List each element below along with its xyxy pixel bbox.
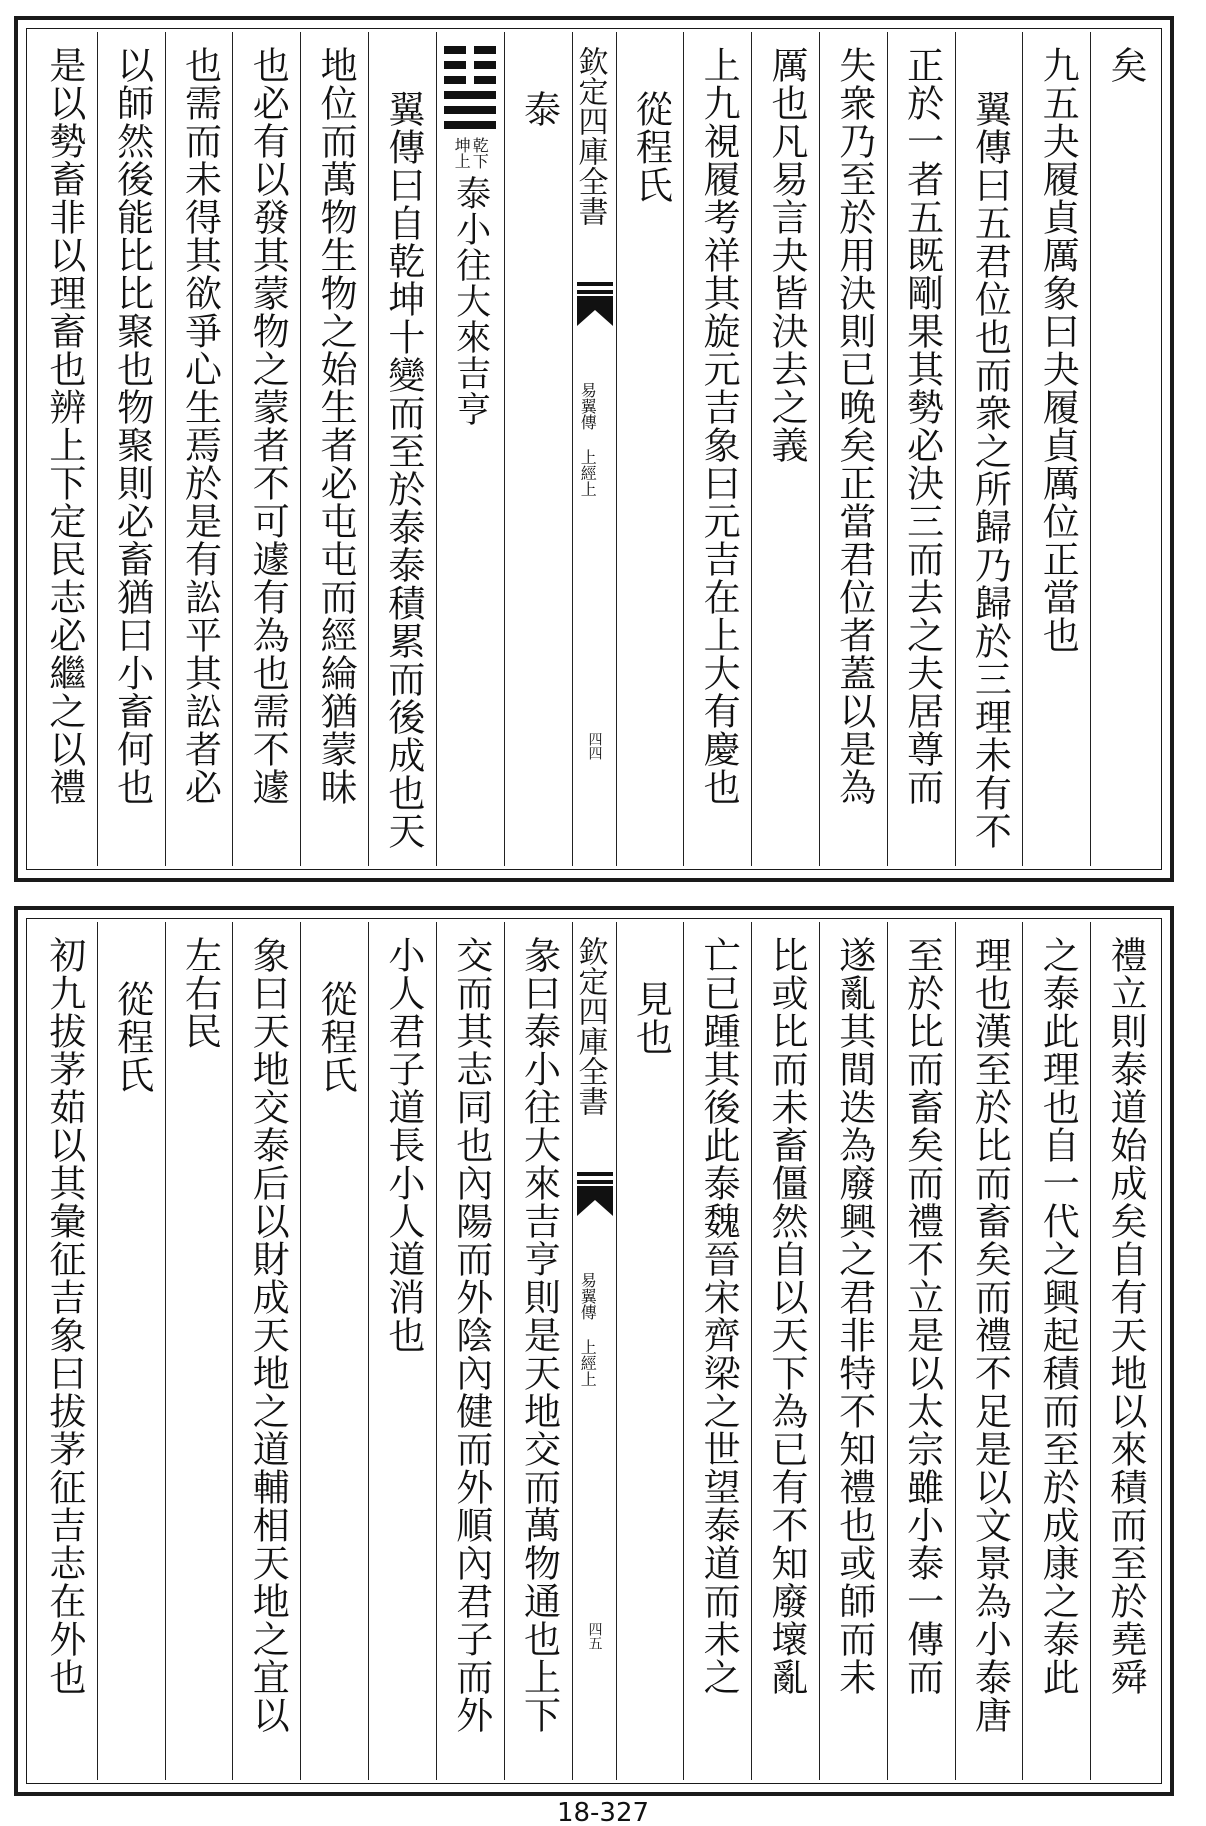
column-text: 小人君子道長小人道消也: [381, 936, 425, 1354]
text-column: [616, 922, 684, 1780]
folio-number: 四四: [586, 732, 603, 760]
column-text: 禮立則泰道始成矣自有天地以來積而至於堯舜: [1104, 936, 1148, 1696]
column-text: 之泰此理也自一代之興起積而至於成康之泰此: [1036, 936, 1080, 1696]
text-column: [368, 922, 436, 1780]
trigram-label: 乾下: [470, 137, 490, 169]
text-column: [97, 32, 165, 866]
column-text: 矣: [1104, 46, 1148, 84]
column-text: 至於比而畜矣而禮不立是以太宗雖小泰一傳而: [900, 936, 944, 1696]
column-text: 交而其志同也內陽而外陰內健而外順內君子而外: [449, 936, 493, 1734]
hexagram-block: [437, 46, 503, 866]
column-text: 初九拔茅茹以其彙征吉象曰拔茅征吉志在外也: [42, 936, 86, 1696]
text-column: [1022, 32, 1090, 866]
column-text: 上九視履考祥其旋元吉象曰元吉在上大有慶也: [697, 46, 741, 806]
text-column: [751, 922, 819, 1780]
column-text: 九五夬履貞厲象曰夬履貞厲位正當也: [1036, 46, 1080, 654]
text-column: [30, 922, 97, 1780]
text-column: [683, 32, 751, 866]
column-text: 正於一者五既剛果其勢必決三而去之夫居尊而: [900, 46, 944, 806]
text-column: [751, 32, 819, 866]
text-column: [1022, 922, 1090, 1780]
text-column: [97, 922, 165, 1780]
fishtail-mark-icon: [577, 282, 613, 328]
column-text: 是以勢畜非以理畜也辨上下定民志必繼之以禮: [42, 46, 86, 806]
folio-number: 四五: [586, 1622, 603, 1650]
column-text: 從程氏: [629, 90, 673, 204]
text-column: [683, 922, 751, 1780]
text-column: [504, 32, 572, 866]
text-column: [30, 32, 97, 866]
text-column: [165, 32, 233, 866]
column-text: 比或比而未畜僵然自以天下為已有不知廢壞亂: [764, 936, 808, 1696]
text-column: [955, 32, 1023, 866]
column-text: 翼傳曰自乾坤十變而至於泰泰積累而後成也天: [381, 90, 425, 850]
column-text: 象曰天地交泰后以財成天地之道輔相天地之宜以: [246, 936, 290, 1734]
column-text: 泰小往大來吉亨: [450, 175, 491, 427]
column-text: 見也: [629, 980, 673, 1056]
column-text: 從程氏: [314, 980, 358, 1094]
text-column: [165, 922, 233, 1780]
text-column: [819, 922, 887, 1780]
text-column: [300, 922, 368, 1780]
column-text: 也需而未得其欲爭心生焉於是有訟平其訟者必: [178, 46, 222, 806]
text-column: [368, 32, 436, 866]
text-column: [436, 32, 504, 866]
text-column: [955, 922, 1023, 1780]
center-fold-column: [572, 32, 616, 866]
text-column: [436, 922, 504, 1780]
text-column: [232, 922, 300, 1780]
bottom-page-panel: [14, 906, 1174, 1796]
text-column: [616, 32, 684, 866]
column-text: 以師然後能比比聚也物聚則必畜猶曰小畜何也: [110, 46, 154, 806]
top-page-panel: [14, 16, 1174, 882]
center-fold-column: [572, 922, 616, 1780]
section-label: 易翼傳 上經上: [578, 382, 598, 497]
text-column: [819, 32, 887, 866]
trigram-label: 坤上: [452, 137, 472, 169]
column-text: 亡已踵其後此泰魏晉宋齊梁之世望泰道而未之: [697, 936, 741, 1696]
section-label: 易翼傳 上經上: [578, 1272, 598, 1387]
column-text: 也必有以發其蒙物之蒙者不可遽有為也需不遽: [246, 46, 290, 806]
tai-hexagram-icon: [444, 46, 496, 129]
text-column: [504, 922, 572, 1780]
column-text: 厲也凡易言夬皆決去之義: [764, 46, 808, 464]
column-text: 理也漢至於比而畜矣而禮不足是以文景為小泰唐: [968, 936, 1012, 1734]
book-title: 欽定四庫全書: [572, 936, 608, 1116]
column-text: 從程氏: [110, 980, 154, 1094]
text-column: [300, 32, 368, 866]
column-text: 遂亂其間迭為廢興之君非特不知禮也或師而未: [832, 936, 876, 1696]
text-column: [887, 922, 955, 1780]
page-code: 18-327: [556, 1798, 650, 1826]
column-text: 左右民: [178, 936, 222, 1050]
column-text: 翼傳曰五君位也而衆之所歸乃歸於三理未有不: [968, 90, 1012, 850]
fishtail-mark-icon: [577, 1172, 613, 1218]
column-text: 失衆乃至於用決則已晚矣正當君位者蓋以是為: [832, 46, 876, 806]
column-text: 泰: [517, 90, 561, 128]
text-column: [887, 32, 955, 866]
text-column: [232, 32, 300, 866]
column-text: 地位而萬物生物之始生者必屯屯而經綸猶蒙昧: [314, 46, 358, 806]
text-column: [1090, 32, 1158, 866]
text-column: [1090, 922, 1158, 1780]
column-text: 彖曰泰小往大來吉亨則是天地交而萬物通也上下: [517, 936, 561, 1734]
book-title: 欽定四庫全書: [572, 46, 608, 226]
